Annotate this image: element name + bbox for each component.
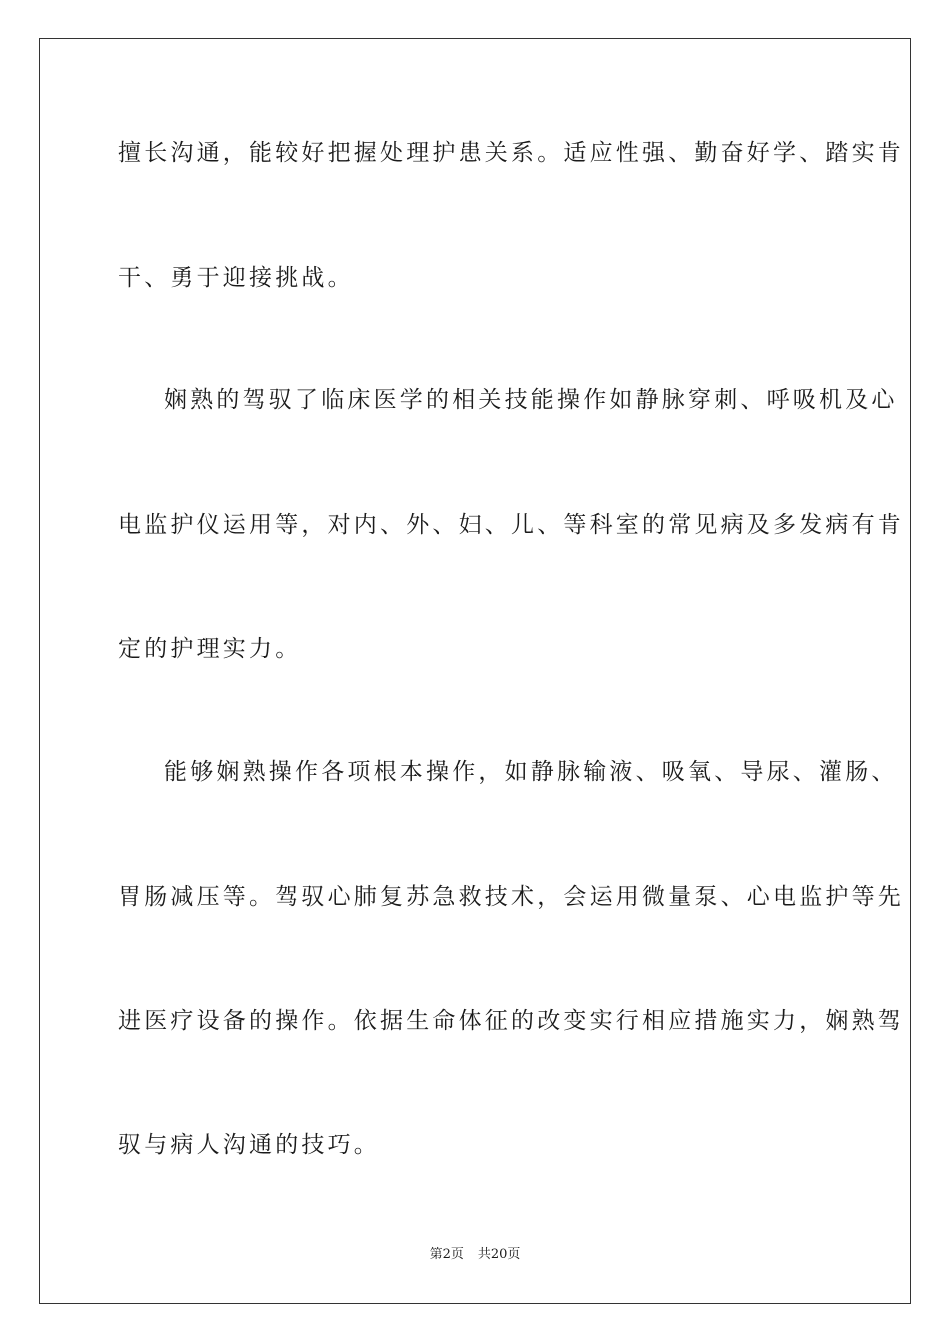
page-footer: [0, 1246, 950, 1264]
paragraph-3-line-1: 能够娴熟操作各项根本操作，如静脉输液、吸氧、导尿、灌肠、: [164, 759, 898, 785]
page-border: [39, 38, 911, 1304]
paragraph-3-line-2: 胃肠减压等。驾驭心肺复苏急救技术，会运用微量泵、心电监护等先: [118, 884, 904, 910]
paragraph-1-line-1: 擅长沟通，能较好把握处理护患关系。适应性强、勤奋好学、踏实肯: [118, 140, 904, 166]
current-page-label: 第2页: [429, 1247, 464, 1262]
paragraph-3-line-4: 驭与病人沟通的技巧。: [118, 1132, 380, 1158]
paragraph-1-line-2: 干、勇于迎接挑战。: [118, 265, 354, 291]
paragraph-2-line-1: 娴熟的驾驭了临床医学的相关技能操作如静脉穿刺、呼吸机及心: [164, 387, 898, 413]
total-pages-label: 共20页: [477, 1247, 521, 1262]
paragraph-3-line-3: 进医疗设备的操作。依据生命体征的改变实行相应措施实力，娴熟驾: [118, 1008, 904, 1034]
paragraph-2-line-3: 定的护理实力。: [118, 636, 302, 662]
paragraph-2-line-2: 电监护仪运用等，对内、外、妇、儿、等科室的常见病及多发病有肯: [118, 512, 904, 538]
